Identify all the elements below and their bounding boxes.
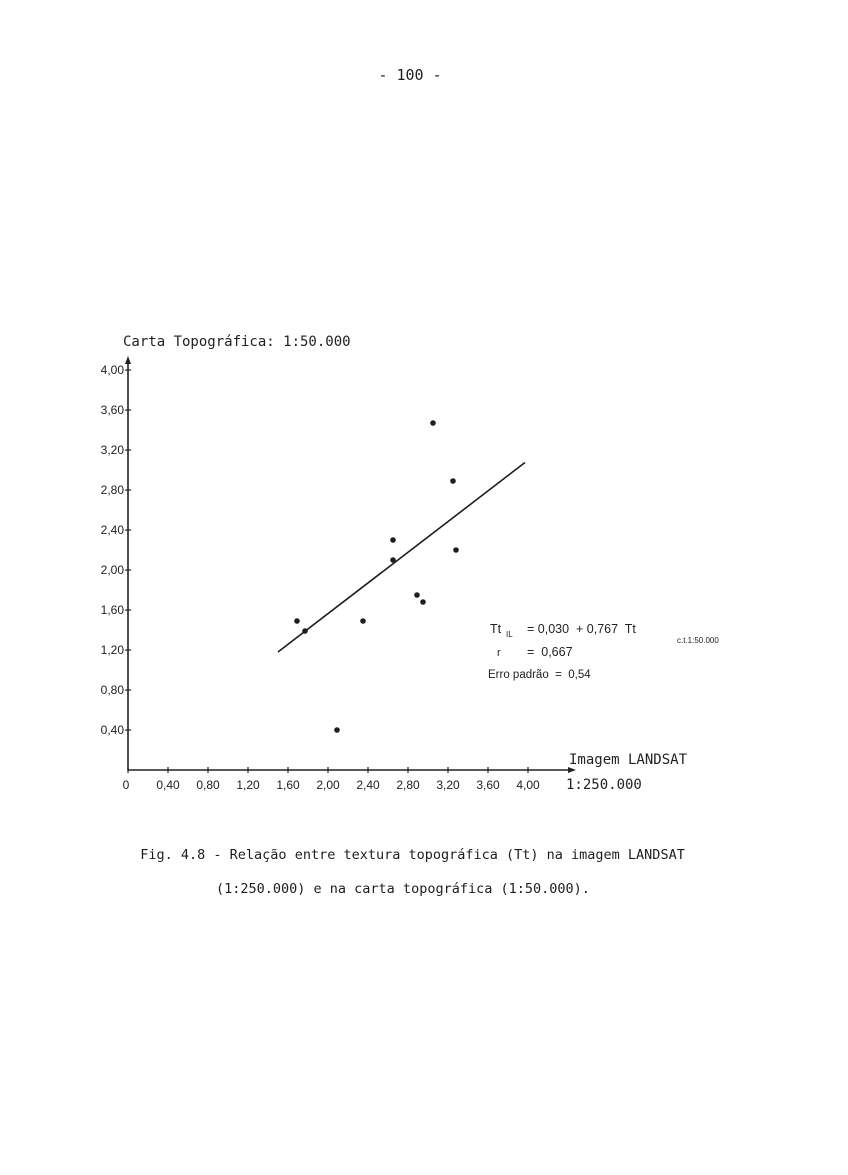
y-tick-label: 3,20: [100, 443, 124, 457]
x-tick-label: 2,00: [316, 778, 340, 792]
x-tick-label: 2,40: [356, 778, 380, 792]
x-tick-label: 3,60: [476, 778, 500, 792]
x-tick-label: 0,40: [156, 778, 180, 792]
equation-lhs: Tt: [490, 622, 502, 636]
x-axis-label-line1: Imagem LANDSAT: [569, 752, 688, 768]
y-axis-label: Carta Topográfica: 1:50.000: [123, 334, 351, 350]
x-tick-label: 2,80: [396, 778, 420, 792]
regression-annotation: [488, 622, 719, 681]
data-point: [294, 618, 300, 624]
x-tick-label: 4,00: [516, 778, 540, 792]
y-tick-label: 2,00: [100, 563, 124, 577]
data-point: [450, 478, 456, 484]
y-tick-label: 0,80: [100, 683, 124, 697]
data-point: [420, 599, 426, 605]
chart-axes: [125, 356, 576, 773]
data-point: [414, 592, 420, 598]
y-tick-label: 0,40: [100, 723, 124, 737]
y-tick-label: 3,60: [100, 403, 124, 417]
regression-line: [278, 463, 525, 652]
y-tick-label: 1,60: [100, 603, 124, 617]
y-ticks: [101, 363, 131, 737]
caption-line-1: Fig. 4.8 - Relação entre textura topográfica (Tt) na imagem LANDSAT: [140, 847, 685, 863]
y-tick-label: 1,20: [100, 643, 124, 657]
standard-error: Erro padrão = 0,54: [488, 669, 591, 681]
data-point: [430, 420, 436, 426]
data-point: [360, 618, 366, 624]
r-value: = 0,667: [527, 645, 573, 659]
y-tick-label: 2,40: [100, 523, 124, 537]
data-point: [302, 628, 308, 634]
equation-rhs-subscript: c.t.1:50.000: [677, 636, 719, 645]
data-point: [334, 727, 340, 733]
x-tick-label: 1,60: [276, 778, 300, 792]
data-point: [390, 537, 396, 543]
equation-rhs: = 0,030 + 0,767 Tt: [527, 622, 636, 636]
data-point: [390, 557, 396, 563]
x-tick-label: 0: [122, 778, 130, 792]
x-tick-label: 3,20: [436, 778, 460, 792]
y-tick-label: 2,80: [100, 483, 124, 497]
x-tick-label: 1,20: [236, 778, 260, 792]
x-tick-label: 0,80: [196, 778, 220, 792]
r-label: r: [497, 647, 501, 659]
figure-caption: [124, 830, 744, 915]
equation-lhs-subscript: IL: [506, 630, 513, 639]
caption-line-2: (1:250.000) e na carta topográfica (1:50.000).: [216, 881, 590, 897]
page-number: - 100 -: [378, 66, 442, 84]
x-axis-label-line2: 1:250.000: [566, 777, 642, 793]
y-axis-arrow: [125, 356, 131, 364]
y-tick-label: 4,00: [100, 363, 124, 377]
data-point: [453, 547, 459, 553]
